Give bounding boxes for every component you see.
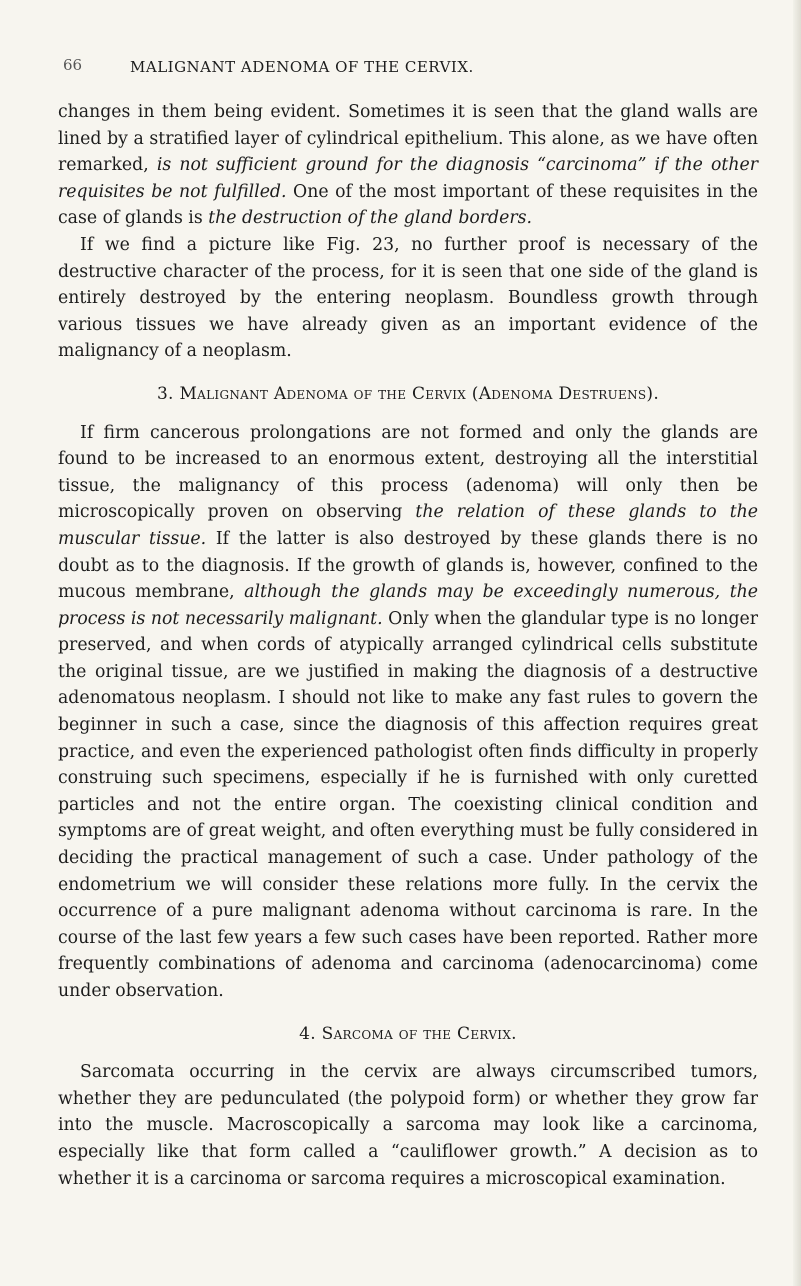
paragraph-2: If we find a picture like Fig. 23, no further proof is necessary of the destructive character of the process, for it is seen that one side of the gland is entirely destroyed by the entering neoplasm. Boundless growth through various tissues we have already given as an important evidence of the malignancy of a neoplasm.	[58, 234, 758, 362]
paragraph-3-emphasis-b: although the glands may be exceedingly numerous, the process is not necessarily malignant.	[58, 582, 758, 629]
page-body	[58, 99, 758, 1192]
paragraph-3-text-a: If firm cancerous prolongations are not formed and only the glands are found to be increased to an enormous extent, destroying all the interstitial tissue, the malignancy of this process (adenoma) will only then be microscopically proven on observing	[58, 422, 758, 523]
paragraph-1-emphasis-a: is not sufficient ground for the diagnosis “carcinoma” if the other requisites be not fulfilled.	[58, 155, 758, 202]
paragraph-1-emphasis-b: the destruction of the gland borders.	[208, 208, 532, 229]
running-title: MALIGNANT ADENOMA OF THE CERVIX.	[130, 58, 474, 76]
section-heading-sarcoma: 4. Sarcoma of the Cervix.	[299, 1023, 517, 1044]
paragraph-1-text-a: changes in them being evident. Sometimes it is seen that the gland walls are lined by a stratified layer of cylindrical epithelium. This alone, as we have often remarked,	[58, 102, 758, 176]
page-header	[58, 56, 761, 82]
paragraph-1	[58, 99, 758, 232]
paragraph-3	[58, 420, 758, 1005]
paragraph-3-text-b: If the latter is also destroyed by these glands there is no doubt as to the diagnosis. If the growth of glands is, however, confined to the mucous membrane,	[58, 528, 758, 603]
paragraph-3-emphasis-a: the relation of these glands to the muscular tissue.	[58, 502, 758, 549]
paragraph-4: Sarcomata occurring in the cervix are always circumscribed tumors, whether they are pedunculated (the polypoid form) or whether they grow far into the muscle. Macroscopically a sarcoma may look like a carcinoma, especially like that form called a “cauliflower growth.” A decision as to whether it is a carcinoma or sarcoma requires a microscopical examination.	[58, 1062, 758, 1189]
page-number: 66	[63, 56, 83, 74]
page-edge-shadow	[793, 0, 801, 1286]
paragraph-1-text-b: One of the most important of these requisites in the case of glands is	[58, 181, 758, 229]
section-heading-malignant-adenoma: 3. Malignant Adenoma of the Cervix (Adenoma Destruens).	[156, 383, 660, 404]
paragraph-3-text-c: Only when the glandular type is no longer preserved, and when cords of atypically arranged cylindrical cells substitute the original tissue, are we justified in making the diagnosis of a destructive adenomatous neoplasm. I should not like to make any fast rules to govern the beginner in such a case, since the diagnosis of this affection requires great practice, and even the experienced pathologist often finds difficulty in properly construing such specimens, especially if he is furnished with only curetted particles and not the entire organ. The coexisting clinical condition and symptoms are of great weight, and often everything must be fully considered in deciding the practical management of such a case. Under pathology of the endometrium we will consider these relations more fully. In the cervix the occurrence of a pure malignant adenoma without carcinoma is rare. In the course of the last few years a few such cases have been reported. Rather more frequently combinations of adenoma and carcinoma (adenocarcinoma) come under observation.	[58, 608, 758, 1001]
